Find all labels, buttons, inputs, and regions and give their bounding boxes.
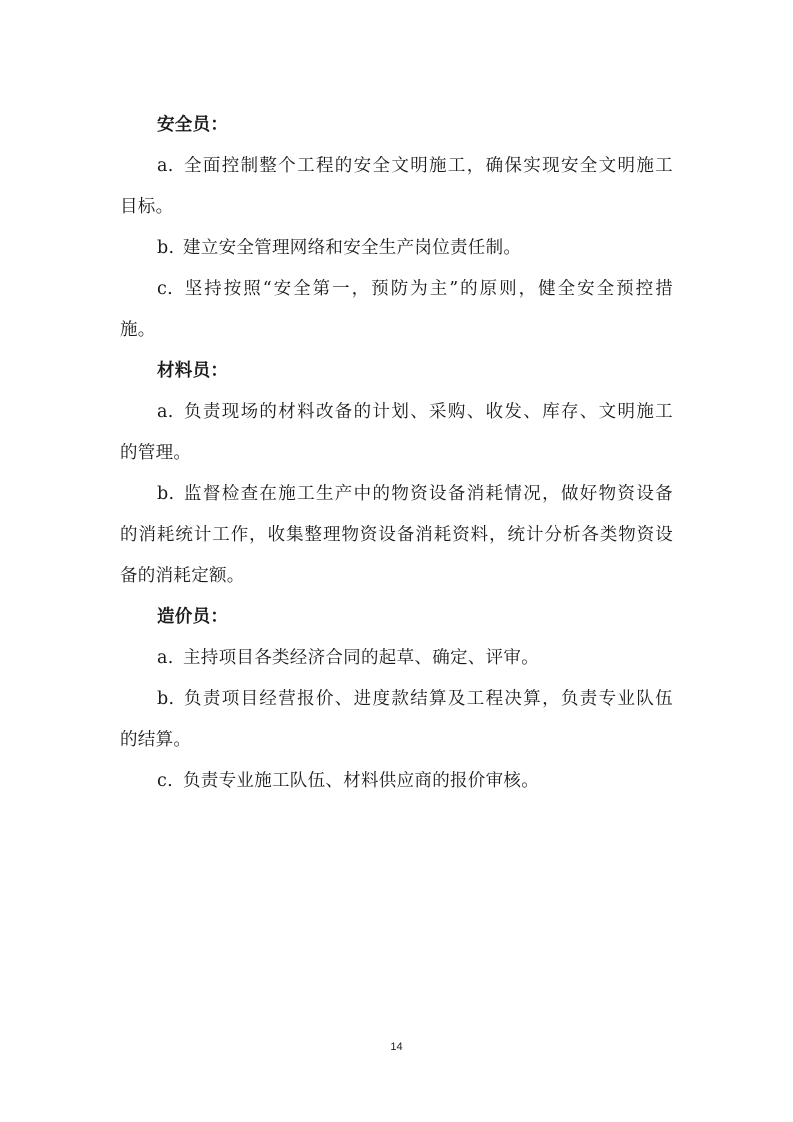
list-item <box>120 392 673 433</box>
list-item <box>120 474 673 515</box>
list-item <box>120 146 673 187</box>
document-body <box>120 105 673 802</box>
item-label: a. <box>157 402 174 422</box>
item-text-continuation: 的管理。 <box>120 443 192 463</box>
item-text: 建立安全管理网络和安全生产岗位责任制。 <box>183 238 522 258</box>
item-text: 负责专业施工队伍、材料供应商的报价审核。 <box>183 771 539 791</box>
item-text-continuation: 备的消耗定额。 <box>120 566 245 586</box>
item-text: 主持项目各类经济合同的起草、确定、评审。 <box>183 648 539 668</box>
item-text: 全面控制整个工程的安全文明施工，确保实现安全文明施工 <box>183 156 673 176</box>
item-text-continuation: 的消耗统计工作，收集整理物资设备消耗资料，统计分析各类物资设 <box>120 525 673 545</box>
page-number: 14 <box>390 1041 403 1053</box>
item-text: 负责现场的材料改备的计划、采购、收发、库存、文明施工 <box>183 402 673 422</box>
list-item <box>120 269 673 310</box>
item-text-continuation: 目标。 <box>120 197 174 217</box>
item-label: b. <box>157 689 175 709</box>
section-heading-cost-estimator: 造价员： <box>157 607 229 627</box>
list-item <box>120 638 673 679</box>
item-text-continuation: 施。 <box>120 320 156 340</box>
item-text: 坚持按照“安全第一，预防为主”的原则，健全安全预控措 <box>183 279 673 299</box>
list-item <box>120 679 673 720</box>
list-item <box>120 228 673 269</box>
section-heading-safety-officer: 安全员： <box>157 115 229 135</box>
item-text-continuation: 的结算。 <box>120 730 192 750</box>
list-item <box>120 761 673 802</box>
item-label: b. <box>157 238 175 258</box>
item-label: a. <box>157 648 174 668</box>
section-heading-materials-officer: 材料员： <box>157 361 229 381</box>
item-label: c. <box>157 279 173 299</box>
item-text: 监督检查在施工生产中的物资设备消耗情况，做好物资设备 <box>183 484 673 504</box>
item-label: b. <box>157 484 175 504</box>
item-text: 负责项目经营报价、进度款结算及工程决算，负责专业队伍 <box>183 689 673 709</box>
item-label: a. <box>157 156 174 176</box>
item-label: c. <box>157 771 173 791</box>
